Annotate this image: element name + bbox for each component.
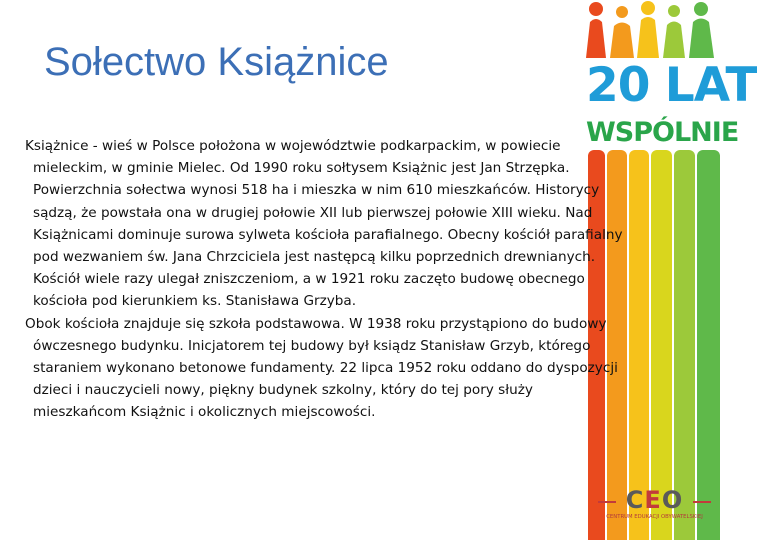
ceo-logo [592, 486, 717, 526]
decor-stripe-lime [651, 150, 672, 540]
paragraph-1: Książnice - wieś w Polsce położona w województwie podkarpackim, w powiecie mieleckim, w gminie Mielec. Od 1990 roku sołtysem Książnic jest Jan Strzępka. Powierzchnia sołectwa wynosi 518 ha i mieszka w nim 610 mieszkańców. Historycy sądzą, że powstała ona w drugiej połowie XII lub pierwszej połowie XIII wieku. Nad Książnicami dominuje surowa sylweta kościoła parafialnego. Obecny kościół parafialny pod wezwaniem św. Jana Chrzciciela jest następcą kilku poprzednich drewnianych. Kościół wiele razy ulegał zniszczeniom, a w 1921 roku zaczęto budowę obecnego kościoła pod kierunkiem ks. Stanisława Grzyba. [25, 138, 623, 310]
decor-stripe-yellow [629, 150, 649, 540]
ceo-logo-mark [592, 486, 717, 514]
logo-wspolnie: WSPÓLNIE [586, 117, 739, 148]
paragraph-2: Obok kościoła znajduje się szkoła podstawowa. W 1938 roku przystąpiono do budowy ówczesnego budynku. Inicjatorem tej budowy był ksiądz Stanisław Grzyb, którego staraniem wykonano betonowe fundamenty. 22 lipca 1952 roku oddano do dyspozycji dzieci i nauczycieli nowy, piękny budynek szkolny, który do tej pory służy mieszkańcom Książnic i okolicznych miejscowości. [25, 315, 618, 421]
decor-stripe-lightgreen [674, 150, 695, 540]
slide-body [25, 135, 625, 424]
ceo-logo-line-right [693, 501, 711, 503]
people-figures-icon [584, 0, 720, 58]
ceo-logo-e: E [644, 486, 662, 514]
decor-stripe-green [697, 150, 720, 540]
logo-20-lat: 20 LAT [586, 58, 757, 113]
ceo-logo-subtitle: CENTRUM EDUKACJI OBYWATELSKIEJ [606, 514, 703, 520]
slide-title: Sołectwo Książnice [44, 40, 389, 84]
ceo-logo-o: O [661, 486, 684, 514]
ceo-logo-c: C [625, 486, 645, 514]
